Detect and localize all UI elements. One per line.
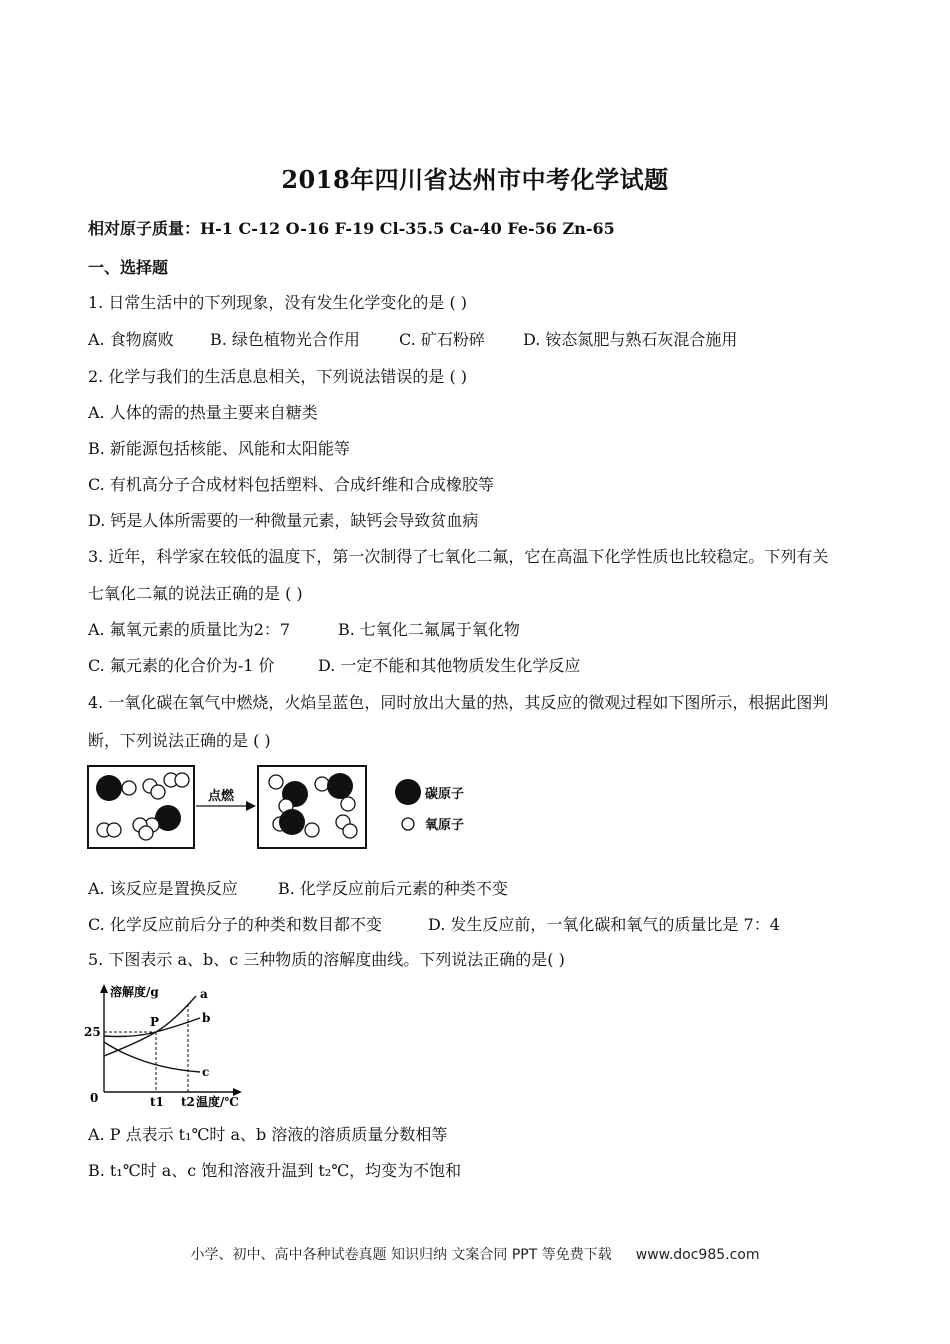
o2-molecule <box>97 823 121 837</box>
q1-option-a: A. 食物腐败 <box>88 330 174 349</box>
x-axis-label: 温度/℃ <box>196 1095 239 1109</box>
t1-label: t1 <box>150 1095 164 1109</box>
q1-stem: 1. 日常生活中的下列现象，没有发生化学变化的是 ( ) <box>88 293 468 312</box>
arrow-head-icon <box>246 801 256 811</box>
q2-option-d: D. 钙是人体所需要的一种微量元素，缺钙会导致贫血病 <box>88 511 479 530</box>
q5-stem: 5. 下图表示 a、b、c 三种物质的溶解度曲线。下列说法正确的是( ) <box>88 950 565 969</box>
o2-molecule <box>143 779 165 799</box>
curve-c <box>104 1042 200 1072</box>
q3-option-c: C. 氟元素的化合价为-1 价 <box>88 656 275 675</box>
q3-option-d: D. 一定不能和其他物质发生化学反应 <box>318 656 581 675</box>
solubility-graph <box>84 980 254 1115</box>
o2-molecule <box>336 815 357 838</box>
q4-option-c: C. 化学反应前后分子的种类和数目都不变 <box>88 915 382 934</box>
co-molecule <box>96 775 136 801</box>
y-axis-arrow-icon <box>100 984 108 993</box>
q4-stem-line-1: 4. 一氧化碳在氧气中燃烧，火焰呈蓝色，同时放出大量的热，其反应的微观过程如下图所示，根据此图判 <box>88 693 829 712</box>
q2-option-c: C. 有机高分子合成材料包括塑料、合成纤维和合成橡胶等 <box>88 475 494 494</box>
q2-stem: 2. 化学与我们的生活息息相关，下列说法错误的是 ( ) <box>88 367 468 386</box>
curve-a-label: a <box>200 987 208 1001</box>
q1-option-b: B. 绿色植物光合作用 <box>210 330 360 349</box>
q5-option-a: A. P 点表示 t₁℃时 a、b 溶液的溶质质量分数相等 <box>88 1125 448 1144</box>
q4-options-ab <box>88 879 508 899</box>
q3-option-a: A. 氟氧元素的质量比为2：7 <box>88 620 291 639</box>
reaction-diagram <box>86 762 486 854</box>
carbon-atom-legend-icon <box>395 779 421 805</box>
q3-option-b: B. 七氧化二氟属于氧化物 <box>338 620 520 639</box>
y-tick-label: 25 <box>84 1025 101 1039</box>
q2-option-b: B. 新能源包括核能、风能和太阳能等 <box>88 439 350 458</box>
arrow-label: 点燃 <box>208 789 235 804</box>
q4-stem-line-2: 断，下列说法正确的是 ( ) <box>88 731 271 750</box>
co2-molecule <box>273 809 319 837</box>
curve-b-label: b <box>202 1011 211 1025</box>
y-axis-label: 溶解度/g <box>110 985 159 999</box>
q3-options-cd <box>88 656 580 676</box>
oxygen-atom-legend-icon <box>402 818 414 830</box>
q2-option-a: A. 人体的需的热量主要来自糖类 <box>88 403 318 422</box>
o2-molecule <box>164 773 189 787</box>
section-heading: 一、选择题 <box>88 258 169 277</box>
q1-option-d: D. 铵态氮肥与熟石灰混合施用 <box>523 330 738 349</box>
co2-molecule <box>315 773 355 811</box>
point-p-label: P <box>150 1015 160 1029</box>
q3-stem-line-1: 3. 近年，科学家在较低的温度下，第一次制得了七氧化二氟，它在高温下化学性质也比较稳定。下列有关 <box>88 547 829 566</box>
q5-option-b: B. t₁℃时 a、c 饱和溶液升温到 t₂℃，均变为不饱和 <box>88 1161 462 1180</box>
q3-stem-line-2: 七氧化二氟的说法正确的是 ( ) <box>88 584 303 603</box>
co2-molecule <box>269 775 308 813</box>
q1-option-c: C. 矿石粉碎 <box>399 330 485 349</box>
carbon-atom-legend-label: 碳原子 <box>425 787 465 802</box>
origin-label: 0 <box>90 1091 99 1105</box>
footer-text: 小学、初中、高中各种试卷真题 知识归纳 文案合同 PPT 等免费下载 <box>190 1247 612 1263</box>
q4-option-d: D. 发生反应前，一氧化碳和氧气的质量比是 7：4 <box>428 915 780 934</box>
atomic-mass-line: 相对原子质量：H-1 C-12 O-16 F-19 Cl-35.5 Ca-40 Fe-56 Zn-65 <box>88 219 615 238</box>
q3-options-ab <box>88 620 520 640</box>
curve-c-label: c <box>202 1065 210 1079</box>
q1-options <box>88 330 737 350</box>
page-footer <box>0 1244 950 1264</box>
t2-label: t2 <box>181 1095 195 1109</box>
oxygen-atom-legend-label: 氧原子 <box>425 818 465 833</box>
q4-option-b: B. 化学反应前后元素的种类不变 <box>278 879 508 898</box>
exam-title: 2018年四川省达州市中考化学试题 <box>281 165 669 194</box>
footer-url[interactable]: www.doc985.com <box>635 1247 760 1263</box>
q4-options-cd <box>88 915 780 935</box>
q4-option-a: A. 该反应是置换反应 <box>88 879 238 898</box>
